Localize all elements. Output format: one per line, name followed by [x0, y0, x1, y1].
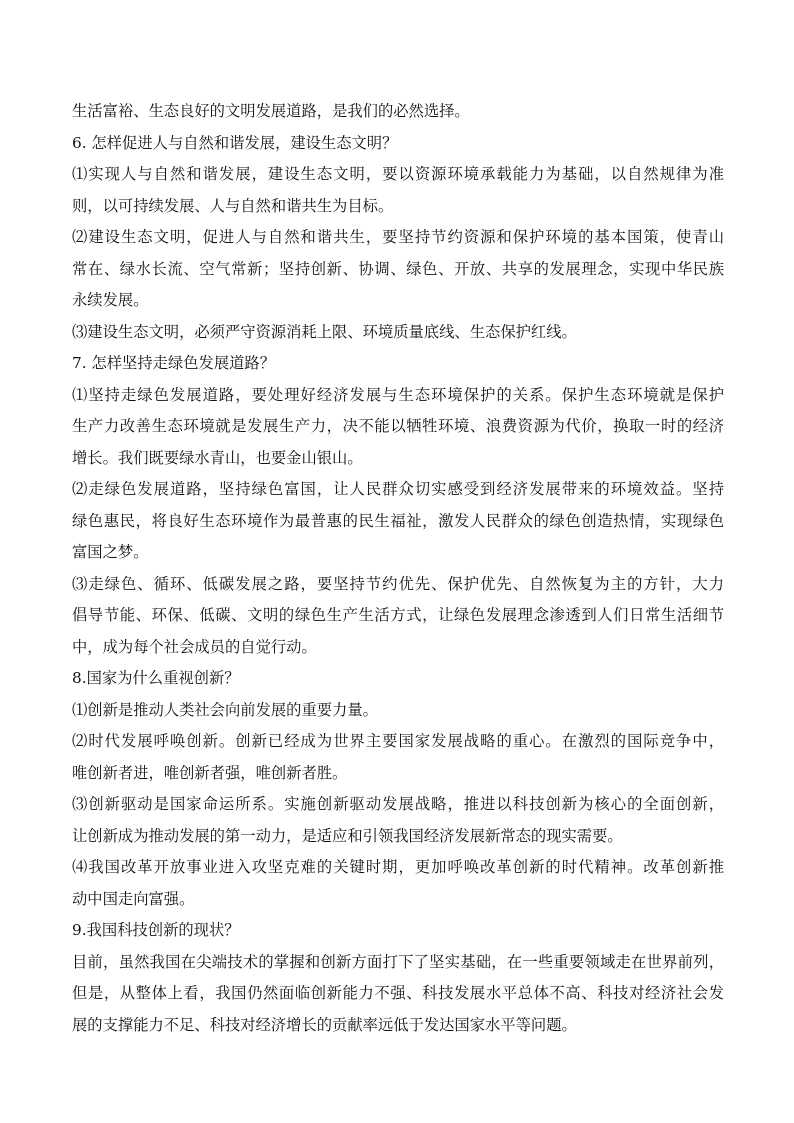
text-line: 唯创新者进，唯创新者强，唯创新者胜。 [72, 763, 348, 782]
document-page [72, 96, 724, 1041]
text-line: 常在、绿水长流、空气常新；坚持创新、协调、绿色、开放、共享的发展理念，实现中华民族 [72, 259, 724, 278]
text-line: 增长。我们既要绿水青山，也要金山银山。 [72, 448, 363, 467]
text-line: 中，成为每个社会成员的自觉行动。 [72, 637, 317, 656]
text-line: 目前，虽然我国在尖端技术的掌握和创新方面打下了坚实基础，在一些重要领域走在世界前列， [72, 952, 724, 971]
text-line: ⑶走绿色、循环、低碳发展之路，要坚持节约优先、保护优先、自然恢复为主的方针，大力 [72, 574, 724, 593]
text-line: 但是，从整体上看，我国仍然面临创新能力不强、科技发展水平总体不高、科技对经济社会发 [72, 984, 724, 1002]
text-line: ⑴创新是推动人类社会向前发展的重要力量。 [72, 700, 378, 719]
text-line: 展的支撑能力不足、科技对经济增长的贡献率远低于发达国家水平等问题。 [72, 1015, 577, 1034]
text-line: 生产力改善生态环境就是发展生产力，决不能以牺牲环境、浪费资源为代价，换取一时的经济 [72, 417, 724, 435]
text-line: 动中国走向富强。 [72, 889, 195, 908]
question-heading: 8.国家为什么重视创新？ [72, 669, 240, 687]
question-heading: 7. 怎样坚持走绿色发展道路？ [72, 354, 276, 372]
text-line: ⑶建设生态文明，必须严守资源消耗上限、环境质量底线、生态保护红线。 [72, 322, 577, 341]
text-line: 则，以可持续发展、人与自然和谐共生为目标。 [72, 196, 394, 215]
text-line: 绿色惠民，将良好生态环境作为最普惠的民生福祉，激发人民群众的绿色创造热情，实现绿色 [72, 511, 724, 530]
text-line: ⑴实现人与自然和谐发展，建设生态文明，要以资源环境承载能力为基础，以自然规律为准 [72, 165, 724, 183]
text-line: ⑵建设生态文明，促进人与自然和谐共生，要坚持节约资源和保护环境的基本国策，使青山 [72, 228, 724, 246]
text-line: 永续发展。 [72, 291, 149, 309]
text-line: 生活富裕、生态良好的文明发展道路，是我们的必然选择。 [72, 102, 470, 120]
text-line: 让创新成为推动发展的第一动力，是适应和引领我国经济发展新常态的现实需要。 [72, 826, 623, 845]
text-line: ⑶创新驱动是国家命运所系。实施创新驱动发展战略，推进以科技创新为核心的全面创新， [72, 795, 724, 813]
text-line: 倡导节能、环保、低碳、文明的绿色生产生活方式，让绿色发展理念渗透到人们日常生活细节 [72, 606, 724, 624]
text-line: ⑵时代发展呼唤创新。创新已经成为世界主要国家发展战略的重心。在激烈的国际竞争中， [72, 732, 724, 750]
text-line: ⑵走绿色发展道路，坚持绿色富国，让人民群众切实感受到经济发展带来的环境效益。坚持 [72, 480, 724, 498]
text-line: 富国之梦。 [72, 543, 149, 561]
text-line: ⑴坚持走绿色发展道路，要处理好经济发展与生态环境保护的关系。保护生态环境就是保护 [72, 385, 724, 404]
text-line: ⑷我国改革开放事业进入攻坚克难的关键时期，更加呼唤改革创新的时代精神。改革创新推 [72, 858, 724, 876]
question-heading: 9.我国科技创新的现状？ [72, 921, 240, 939]
question-heading: 6. 怎样促进人与自然和谐发展，建设生态文明？ [72, 133, 398, 152]
